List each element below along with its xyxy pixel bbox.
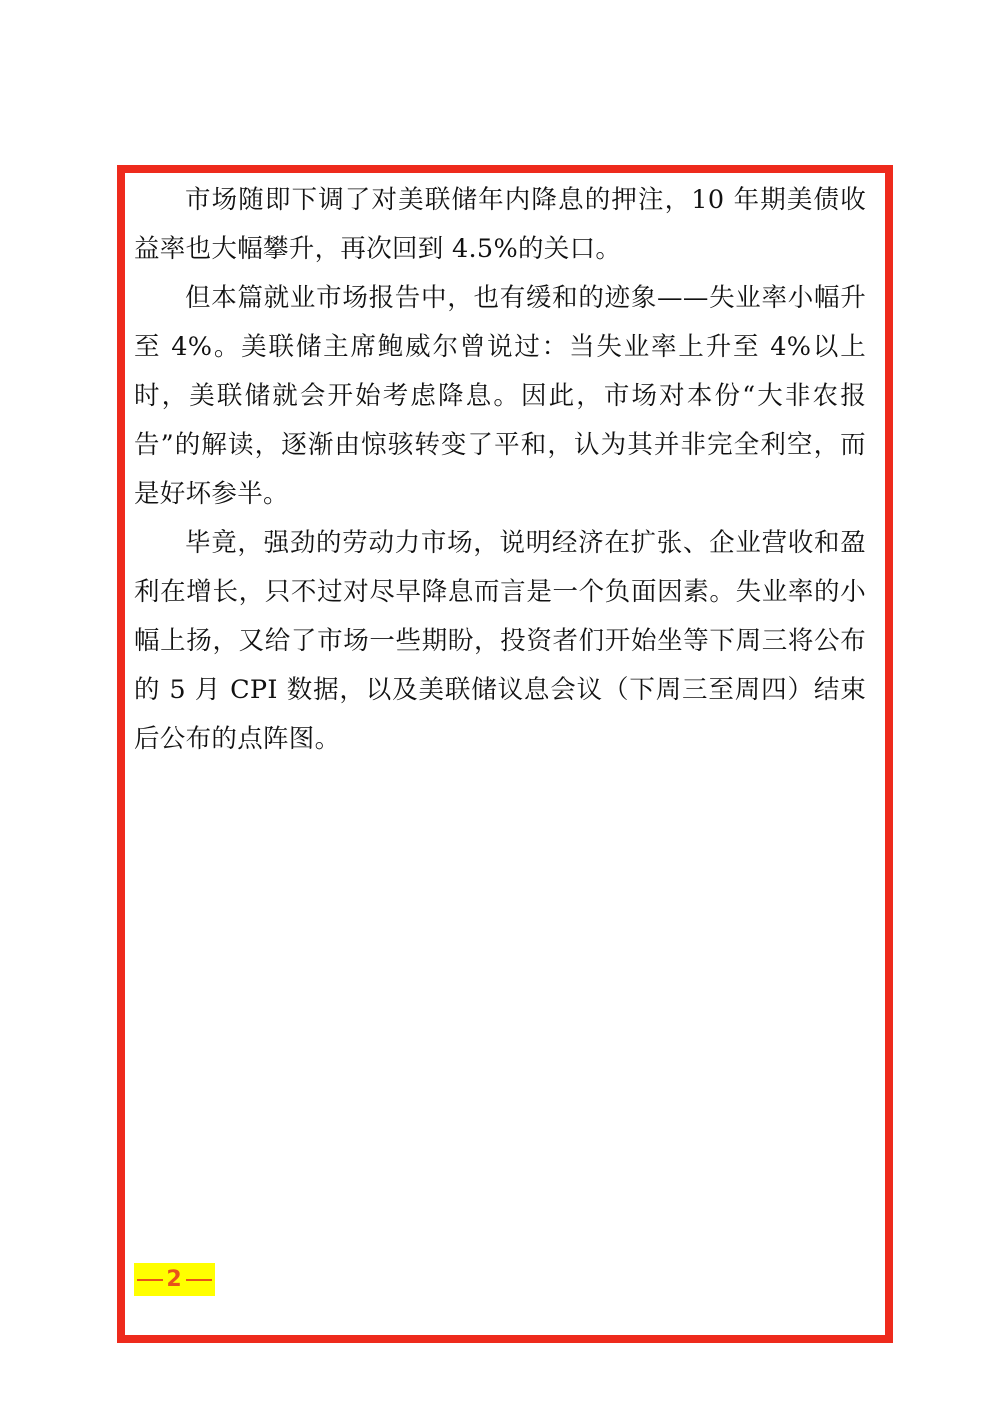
paragraph: 但本篇就业市场报告中，也有缓和的迹象——失业率小幅升至 4%。美联储主席鲍威尔曾说过：当失业率上升至 4%以上时，美联储就会开始考虑降息。因此，市场对本份“大非农报告”的解读，逐渐由惊骇转变了平和，认为其并非完全利空，而是好坏参半。	[134, 283, 866, 509]
page-number-left-dash	[137, 1279, 163, 1281]
page-number-badge	[134, 1263, 215, 1296]
page-number-right-dash	[186, 1279, 212, 1281]
paragraph: 市场随即下调了对美联储年内降息的押注，10 年期美债收益率也大幅攀升，再次回到 4.5%的关口。	[134, 185, 866, 264]
paragraph: 毕竟，强劲的劳动力市场，说明经济在扩张、企业营收和盈利在增长，只不过对尽早降息而言是一个负面因素。失业率的小幅上扬，又给了市场一些期盼，投资者们开始坐等下周三将公布的 5 月 CPI 数据，以及美联储议息会议（下周三至周四）结束后公布的点阵图。	[134, 528, 866, 754]
document-body	[134, 176, 866, 764]
page-number: 2	[166, 1267, 183, 1292]
